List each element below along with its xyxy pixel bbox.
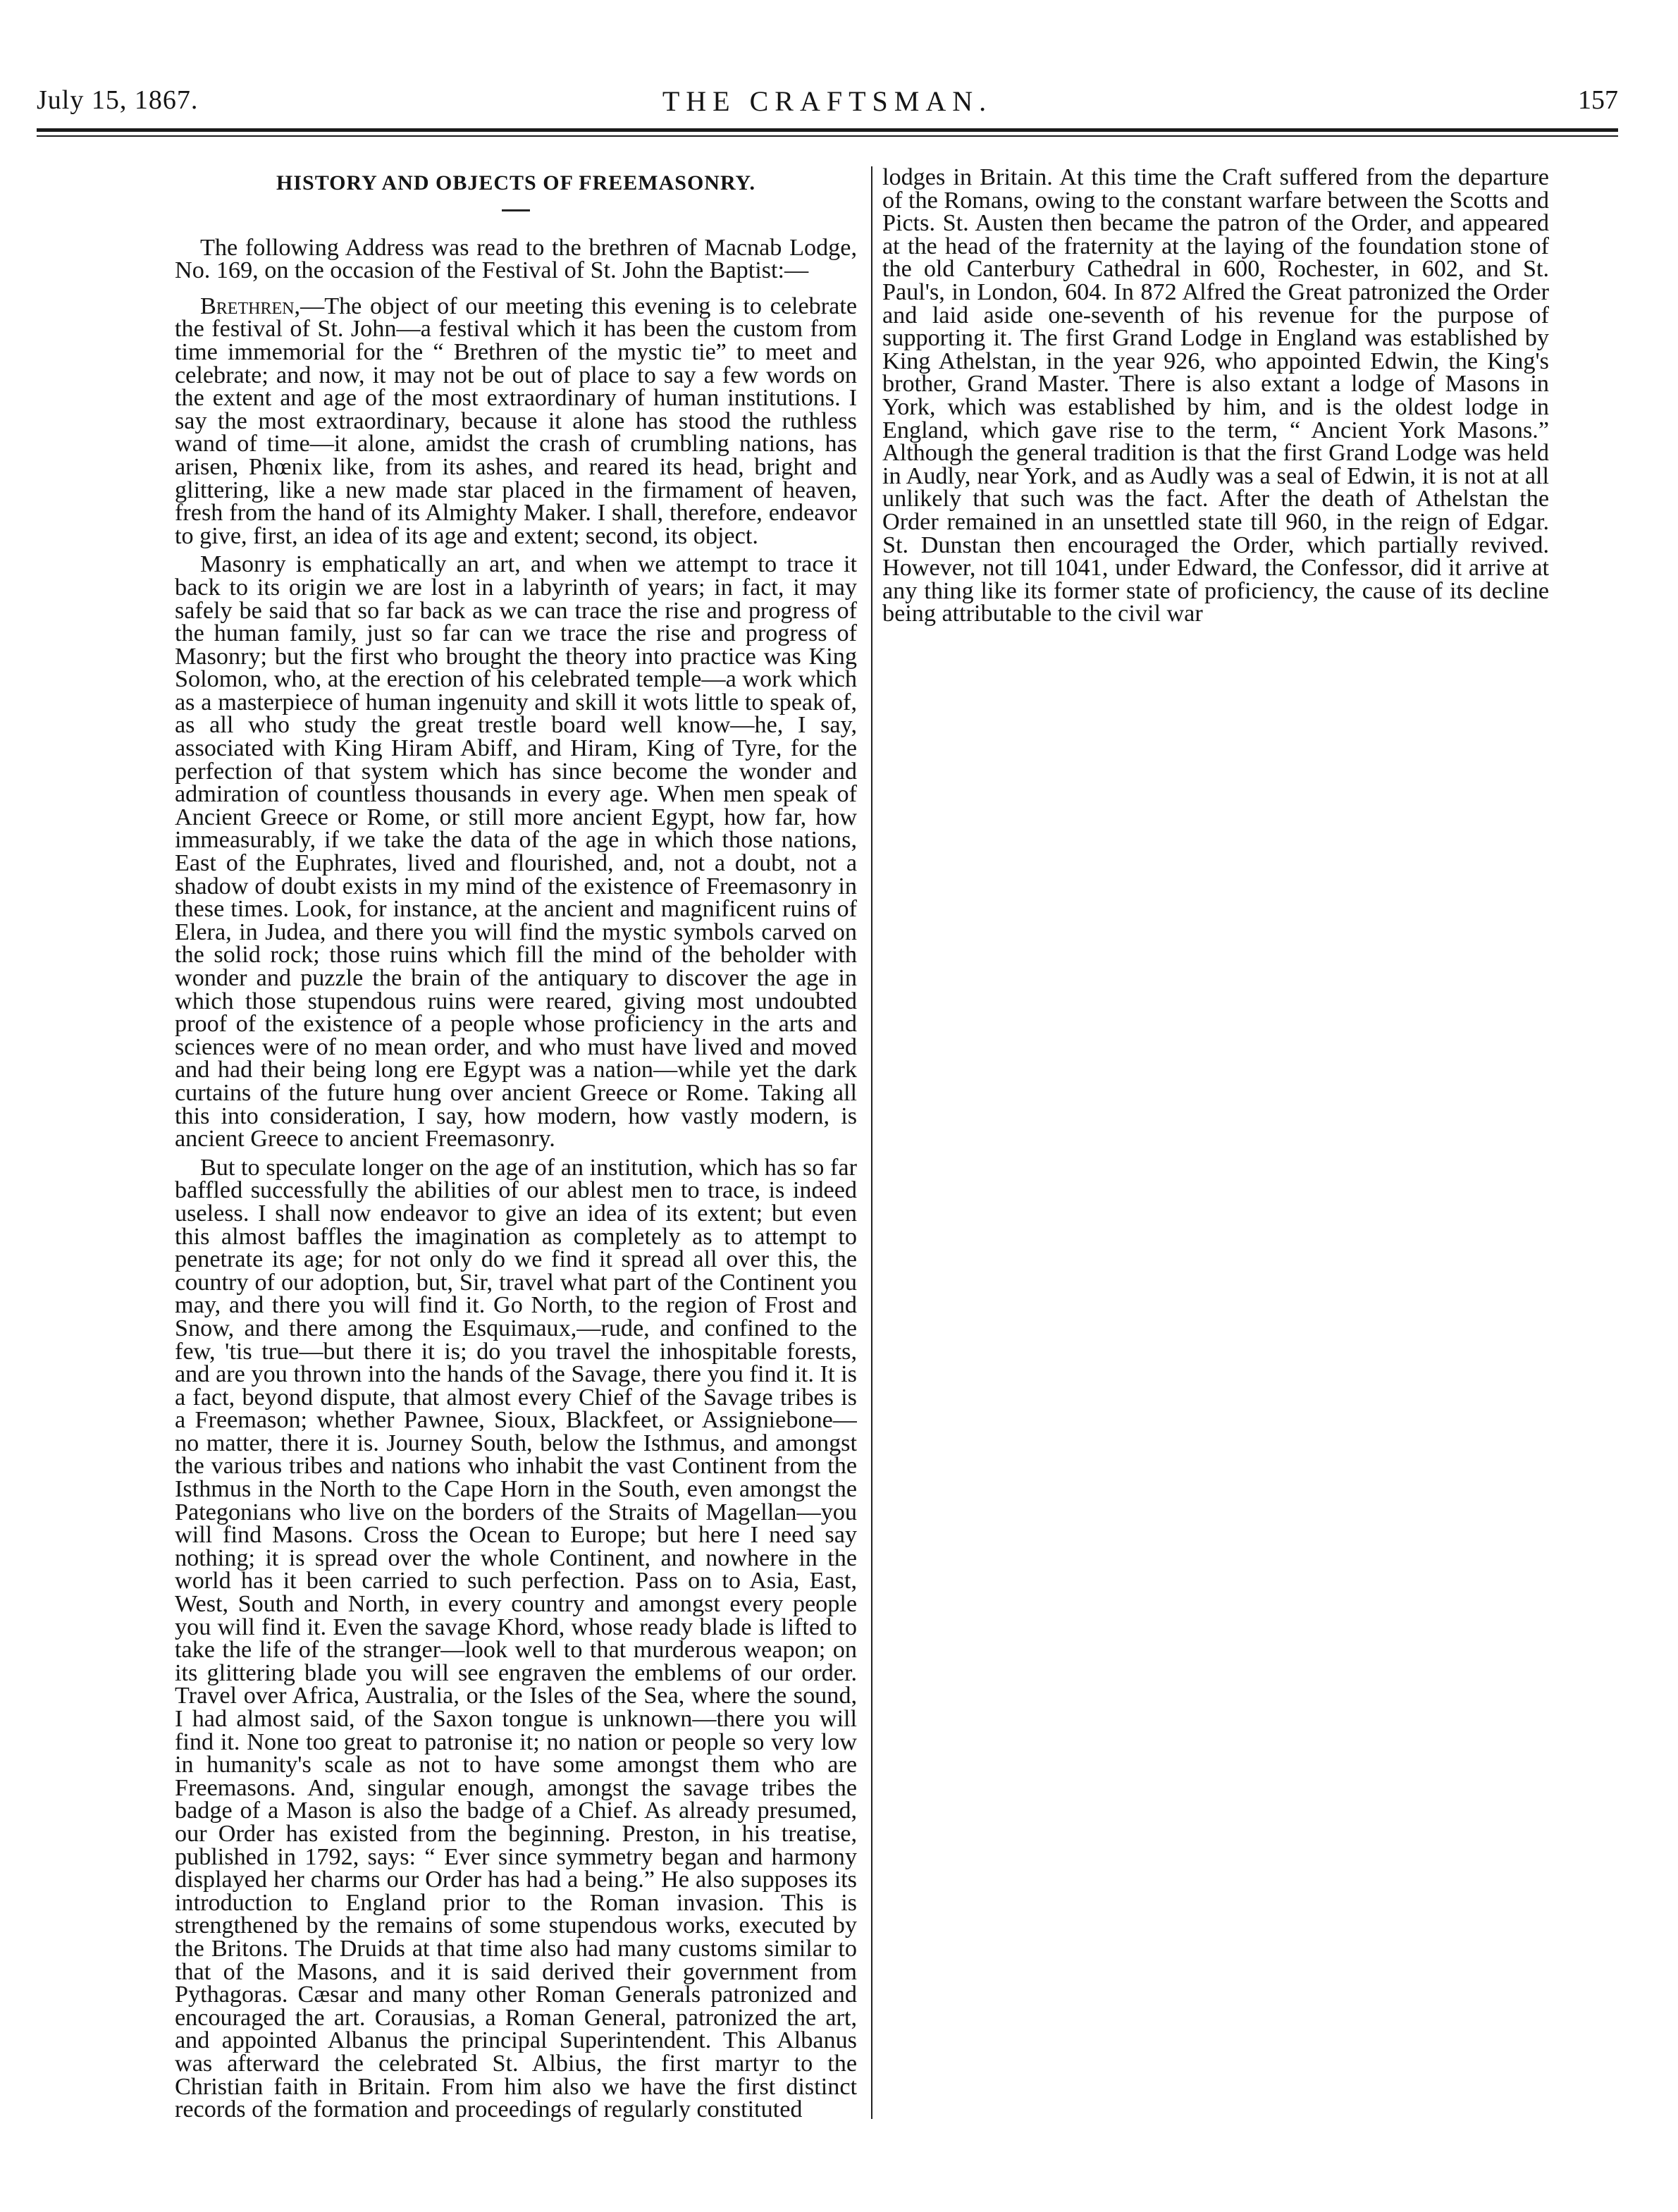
paragraph-3-continued-text: lodges in Britain. At this time the Craft suffered from the departure of the Romans, owing to the constant warfare between the Scotts and Picts. St. Austen then became the patron of the Order, and appeared at the head of the fraternity at the laying of the foundation stone of the old Canterbury Cathedral in 600, Rochester, in 602, and St. Paul's, in London, 604. In 872 Alfred the Great patronized the Order and laid aside one-seventh of his revenue for the purpose of supporting it. The first Grand Lodge in England was established by King Athelstan, in the year 926, who appointed Edwin, the King's brother, Grand Master. There is also extant a lodge of Masons in York, which was established by him, and is the oldest lodge in England, which gave rise to the term, “ Ancient York Masons.” Although the general tradition is that the first Grand Lodge was held in Audly, near York, and as Audly was a seal of Edwin, it is not at all unlikely that such was the fact. After the death of Athelstan the Order remained in an unsettled state till 960, in the reign of Edgar. St. Dunstan then encouraged the Order, which partially revived. However, not till 1041, under Edward, the Confessor, did it arrive at any thing like its former state of proficiency, the cause of its decline being attributable to the civil war: [882, 166, 1549, 627]
header-rule-thick: [37, 128, 1618, 132]
paragraph-3-text: But to speculate longer on the age of an institution, which has so far baffled successfully the abilities of our ablest men to trace, is indeed useless. I shall now endeavor to give an idea of its extent; but even this almost baffles the imagination as completely as to attempt to penetrate its age; for not only do we find it spread all over this, the country of our adoption, but, Sir, travel what part of the Continent you may, and there you will find it. Go North, to the region of Frost and Snow, and there among the Esquimaux,—rude, and confined to the few, 'tis true—but there it is; do you travel the inhospitable forests, and are you thrown into the hands of the Savage, there you find it. It is a fact, beyond dispute, that almost every Chief of the Savage tribes is a Freemason; whether Pawnee, Sioux, Blackfeet, or Assigniebone—no matter, there it is. Journey South, below the Isthmus, and amongst the various tribes and nations who inhabit the vast Continent from the Isthmus in the North to the Cape Horn in the South, even amongst the Pategonians who live on the borders of the Straits of Magellan—you will find Masons. Cross the Ocean to Europe; but here I need say nothing; it is spread over the whole Continent, and nowhere in the world has it been carried to such perfection. Pass on to Asia, East, West, South and North, in every country and amongst every people you will find it. Even the savage Khord, whose ready blade is lifted to take the life of the stranger—look well to that murderous weapon; on its glittering blade you will see engraven the emblems of our order. Travel over Africa, Australia, or the Isles of the Sea, where the sound, I had almost said, of the Saxon tongue is unknown—there you will find it. None too great to patronise it; no nation or people so very low in humanity's scale as not to have some amongst them who are Freemasons. And, singular enough, amongst the savage tribes the badge of a Mason is also the badge of a Chief. As already presumed, our Order has existed from the beginning. Preston, in his treatise, published in 1792, says: “ Ever since symmetry began and harmony displayed her charms our Order has had a being.” He also supposes its introduction to England prior to the Roman invasion. This is strengthened by the remains of some stupendous works, executed by the Britons. The Druids at that time also had many customs similar to that of the Masons, and it is said derived their government from Pythagoras. Cæsar and many other Roman Generals patronized and encouraged the art. Corausias, a Roman General, patronized the art, and appointed Albanus the principal Superintendent. This Albanus was afterward the celebrated St. Albius, the first martyr to the Christian faith in Britain. From him also we have the first distinct records of the formation and proceedings of regularly constituted: [175, 1154, 857, 2123]
paragraph-1-text: —The object of our meeting this evening is to celebrate the festival of St. John—a festival which it has been the custom from time immemorial for the “ Brethren of the mystic tie” to meet and celebrate; and now, it may not be out of place to say a few words on the extent and age of the most extraordinary of human institutions. I say the most extraordinary, because it alone has stood the ruthless wand of time—it alone, amidst the crash of crumbling nations, has arisen, Phœnix like, from its ashes, and reared its head, bright and glittering, like a new made star placed in the firmament of heaven, fresh from the hand of its Almighty Maker. I shall, therefore, endeavor to give, first, an idea of its age and extent; second, its object.: [175, 293, 857, 549]
article-intro: The following Address was read to the brethren of Macnab Lodge, No. 169, on the occasion of the Festival of St. John the Baptist:—: [175, 234, 857, 284]
page-number: 157: [1578, 85, 1618, 115]
column-divider: [871, 166, 872, 2119]
running-head: [37, 85, 1618, 127]
paragraph-2: Masonry is emphatically an art, and when we attempt to trace it back to its origin we are lost in a labyrinth of years; in fact, it may safely be said that so far back as we can trace the rise and progress of the human family, just so far can we trace the rise and progress of Masonry; but the first who brought the theory into practice was King Solomon, who, at the erection of his celebrated temple—a work which as a masterpiece of human ingenuity and skill it wots little to speak of, as all who study the great trestle board well know—he, I say, associated with King Hiram Abiff, and Hiram, King of Tyre, for the perfection of that system which has since become the wonder and admiration of countless thousands in every age. When men speak of Ancient Greece or Rome, or still more ancient Egypt, how far, how immeasurably, if we take the data of the age in which those nations, East of the Euphrates, lived and flourished, and, not a doubt, not a shadow of doubt exists in my mind of the existence of Freemasonry in these times. Look, for instance, at the ancient and magnificent ruins of Elera, in Judea, and there you will find the mystic symbols carved on the solid rock; those ruins which fill the mind of the beholder with wonder and puzzle the brain of the antiquary to discover the age in which those stupendous ruins were reared, giving most undoubted proof of the existence of a people whose proficiency in the arts and sciences were of no mean order, and who must have lived and moved and had their being long ere Egypt was a nation—while yet the dark curtains of the future hung over ancient Greece or Rome. Taking all this into consideration, I say, how modern, how vastly modern, is ancient Greece to ancient Freemasonry.: [175, 551, 857, 1153]
salutation: Brethren,: [200, 293, 301, 319]
header-rule-thin: [37, 135, 1618, 137]
article-headline: HISTORY AND OBJECTS OF FREEMASONRY.: [276, 171, 755, 195]
issue-date: July 15, 1867.: [37, 85, 199, 115]
right-column: [882, 166, 1549, 2126]
publication-title: THE CRAFTSMAN.: [662, 85, 993, 117]
headline-dash: [502, 209, 530, 211]
paragraph-3-continued: [882, 166, 1549, 626]
paragraph-1: [175, 295, 857, 548]
paragraph-3: [175, 1154, 857, 2123]
left-column: [175, 166, 857, 2126]
